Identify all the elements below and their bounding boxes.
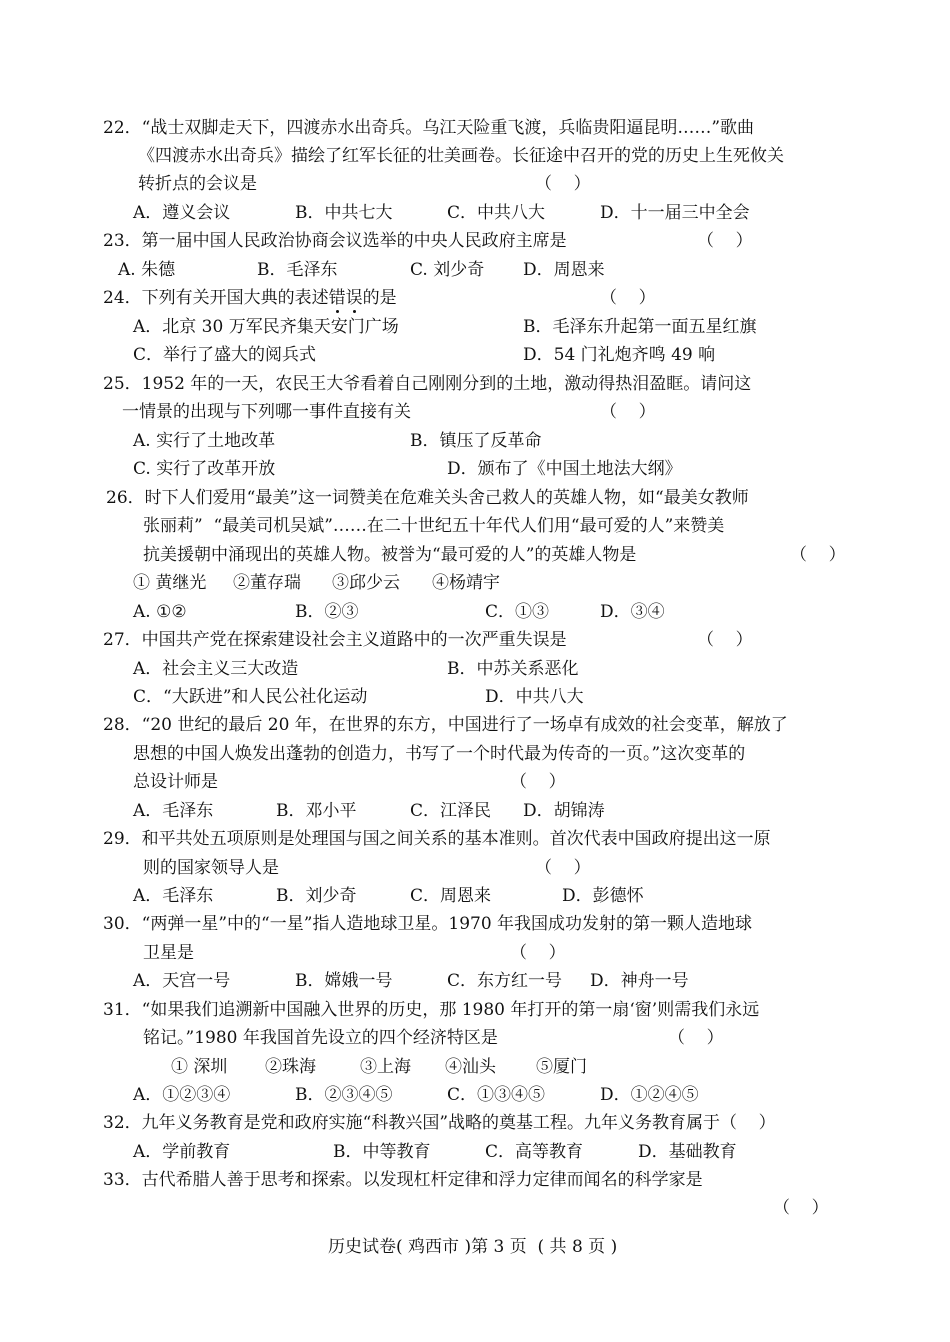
- q24-stem-emphasis-1: 错: [328, 288, 346, 308]
- q26-item-2: ②董存瑞: [233, 573, 301, 593]
- q31-stem-line1: 31．“如果我们追溯新中国融入世界的历史，那 1980 年打开的第一扇‘窗’则需我们永远: [103, 1000, 760, 1020]
- q25-option-a: A. 实行了土地改革: [133, 431, 276, 451]
- q24-stem: [103, 288, 397, 308]
- q32-option-b: B．中等教育: [333, 1142, 431, 1162]
- q32-option-a: A．学前教育: [133, 1142, 231, 1162]
- q31-item-5: ⑤厦门: [536, 1057, 587, 1077]
- q26-answer-paren: （ ）: [790, 545, 846, 565]
- q29-answer-paren: （ ）: [535, 858, 591, 878]
- q30-option-c: C．东方红一号: [447, 971, 563, 991]
- q30-answer-paren: （ ）: [510, 943, 566, 963]
- q31-option-c: C．①③④⑤: [447, 1085, 546, 1105]
- q23-stem: 23．第一届中国人民政治协商会议选举的中央人民政府主席是: [103, 231, 567, 251]
- q28-stem-line3: 总设计师是: [133, 772, 218, 792]
- q26-option-c: C．①③: [485, 602, 550, 622]
- q30-stem-line2: 卫星是: [143, 943, 194, 963]
- q26-stem-line2: 张丽莉” “最美司机吴斌”……在二十世纪五十年代人们用“最可爱的人”来赞美: [143, 516, 725, 536]
- q33-stem: 33．古代希腊人善于思考和探索。以发现杠杆定律和浮力定律而闻名的科学家是: [103, 1170, 703, 1190]
- q27-option-b: B．中苏关系恶化: [447, 659, 579, 679]
- q31-option-b: B．②③④⑤: [295, 1085, 393, 1105]
- q29-option-d: D．彭德怀: [562, 886, 644, 906]
- q27-option-d: D．中共八大: [485, 687, 584, 707]
- q25-option-c: C. 实行了改革开放: [133, 459, 276, 479]
- q28-answer-paren: （ ）: [510, 772, 566, 792]
- q22-option-a: A．遵义会议: [133, 203, 231, 223]
- q22-answer-paren: （ ）: [535, 174, 591, 194]
- q23-option-d: D．周恩来: [523, 260, 605, 280]
- q24-stem-emphasis-2: 误: [345, 288, 363, 308]
- q28-option-c: C．江泽民: [410, 801, 492, 821]
- q31-item-1: ① 深圳: [171, 1057, 228, 1077]
- q32-option-d: D．基础教育: [638, 1142, 737, 1162]
- q33-answer-paren: （ ）: [773, 1198, 829, 1218]
- q24-option-d: D．54 门礼炮齐鸣 49 响: [523, 345, 716, 365]
- q25-stem-line1: 25．1952 年的一天，农民王大爷看着自己刚刚分到的土地，激动得热泪盈眶。请问这: [103, 374, 752, 394]
- q23-option-a: A. 朱德: [118, 260, 176, 280]
- q28-stem-line1: 28．“20 世纪的最后 20 年，在世界的东方，中国进行了一场卓有成效的社会变革，解放了: [103, 715, 788, 735]
- q22-stem-line2: 《四渡赤水出奇兵》描绘了红军长征的壮美画卷。长征途中召开的党的历史上生死攸关: [138, 146, 784, 166]
- q27-answer-paren: （ ）: [697, 630, 753, 650]
- q22-stem-line3: 转折点的会议是: [138, 174, 257, 194]
- q27-stem: 27．中国共产党在探索建设社会主义道路中的一次严重失误是: [103, 630, 567, 650]
- q25-option-d: D．颁布了《中国土地法大纲》: [447, 459, 682, 479]
- q23-option-b: B．毛泽东: [257, 260, 338, 280]
- q31-item-4: ④汕头: [445, 1057, 496, 1077]
- q24-option-b: B．毛泽东升起第一面五星红旗: [523, 317, 757, 337]
- q31-item-3: ③上海: [360, 1057, 411, 1077]
- q24-stem-post: 的是: [362, 288, 397, 308]
- q24-option-a: A．北京 30 万军民齐集天安门广场: [133, 317, 399, 337]
- q22-option-b: B．中共七大: [295, 203, 393, 223]
- q31-option-a: A．①②③④: [133, 1085, 231, 1105]
- q32-stem: 32．九年义务教育是党和政府实施“科教兴国”战略的奠基工程。九年义务教育属于（ ）: [103, 1113, 776, 1133]
- q24-stem-pre: 24．下列有关开国大典的表述: [103, 288, 329, 308]
- q31-answer-paren: （ ）: [668, 1028, 724, 1048]
- q30-option-d: D．神舟一号: [590, 971, 689, 991]
- q27-option-a: A．社会主义三大改造: [133, 659, 299, 679]
- q23-answer-paren: （ ）: [697, 231, 753, 251]
- q26-item-3: ③邱少云: [332, 573, 400, 593]
- q24-answer-paren: （ ）: [600, 288, 656, 308]
- q29-stem-line2: 则的国家领导人是: [143, 858, 279, 878]
- q23-option-c: C. 刘少奇: [410, 260, 485, 280]
- q30-option-a: A．天宫一号: [133, 971, 231, 991]
- q31-stem-line2: 铭记。”1980 年我国首先设立的四个经济特区是: [143, 1028, 498, 1048]
- q31-option-d: D．①②④⑤: [600, 1085, 699, 1105]
- q28-option-d: D．胡锦涛: [523, 801, 605, 821]
- q30-option-b: B．嫦娥一号: [295, 971, 393, 991]
- q26-item-4: ④杨靖宇: [432, 573, 500, 593]
- q28-option-a: A．毛泽东: [133, 801, 214, 821]
- q29-option-b: B．刘少奇: [276, 886, 357, 906]
- q22-stem-line1: 22．“战士双脚走天下，四渡赤水出奇兵。乌江天险重飞渡，兵临贵阳逼昆明……”歌曲: [103, 118, 755, 138]
- q26-stem-line1: 26．时下人们爱用“最美”这一词赞美在危难关头舍己救人的英雄人物，如“最美女教师: [106, 488, 749, 508]
- q31-item-2: ②珠海: [265, 1057, 316, 1077]
- q32-option-c: C．高等教育: [485, 1142, 584, 1162]
- q22-option-d: D．十一届三中全会: [600, 203, 750, 223]
- q29-option-c: C．周恩来: [410, 886, 492, 906]
- q27-option-c: C．“大跃进”和人民公社化运动: [133, 687, 368, 707]
- q24-option-c: C．举行了盛大的阅兵式: [133, 345, 317, 365]
- q26-option-b: B．②③: [295, 602, 359, 622]
- q25-stem-line2: 一情景的出现与下列哪一事件直接有关: [122, 402, 411, 422]
- q25-answer-paren: （ ）: [600, 402, 656, 422]
- q26-option-a: A. ①②: [133, 602, 187, 622]
- q28-stem-line2: 思想的中国人焕发出蓬勃的创造力，书写了一个时代最为传奇的一页。”这次变革的: [133, 744, 746, 764]
- q30-stem-line1: 30．“两弹一星”中的“一星”指人造地球卫星。1970 年我国成功发射的第一颗人造地球: [103, 914, 753, 934]
- page-footer: 历史试卷( 鸡西市 )第 3 页 ( 共 8 页 ): [328, 1237, 618, 1257]
- q26-item-1: ① 黄继光: [133, 573, 207, 593]
- q28-option-b: B．邓小平: [276, 801, 357, 821]
- q22-option-c: C．中共八大: [447, 203, 546, 223]
- q25-option-b: B．镇压了反革命: [410, 431, 542, 451]
- q29-option-a: A．毛泽东: [133, 886, 214, 906]
- q26-option-d: D．③④: [600, 602, 665, 622]
- q29-stem-line1: 29．和平共处五项原则是处理国与国之间关系的基本准则。首次代表中国政府提出这一原: [103, 829, 771, 849]
- q26-stem-line3: 抗美援朝中涌现出的英雄人物。被誉为“最可爱的人”的英雄人物是: [143, 545, 637, 565]
